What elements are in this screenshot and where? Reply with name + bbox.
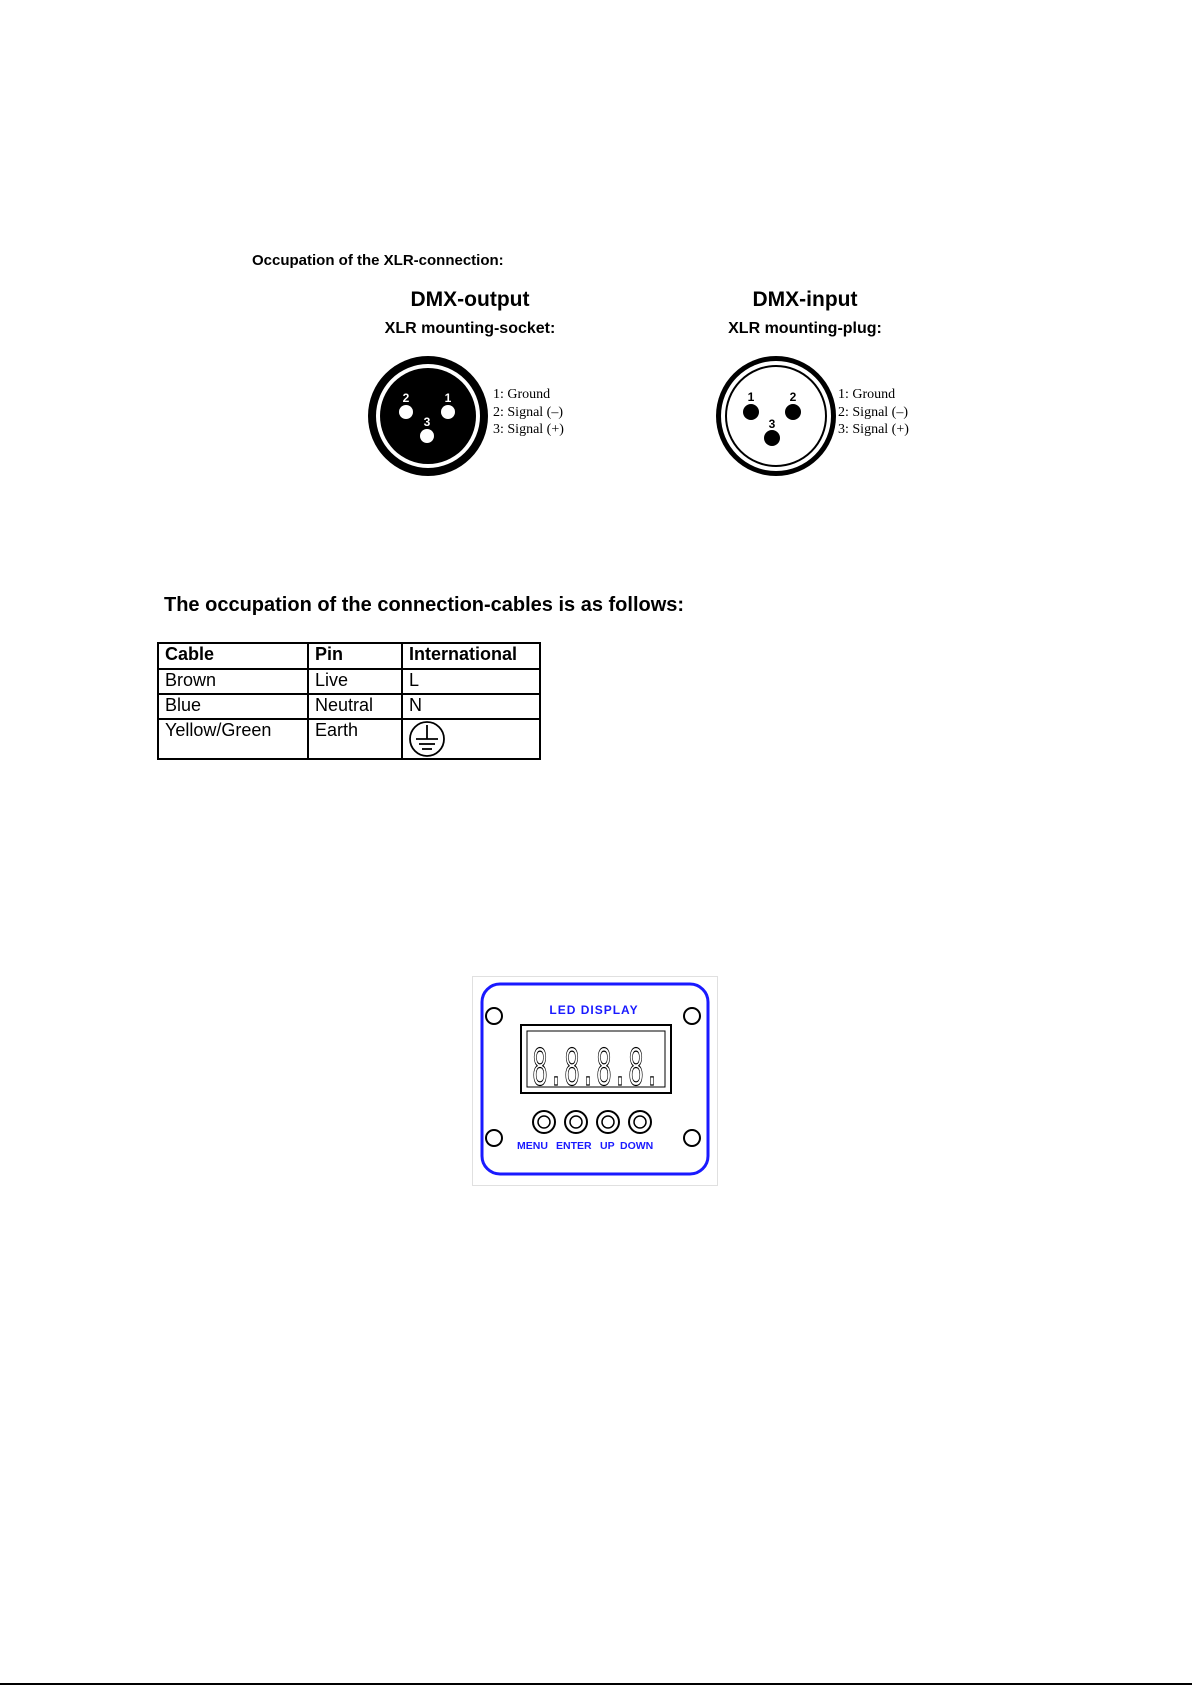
down-button-label: DOWN [620, 1140, 654, 1152]
dmx-input-pin-legend [838, 386, 909, 439]
xlr-plug-label-3: 3 [768, 417, 776, 431]
xlr-socket-label-2: 2 [402, 391, 410, 405]
dmx-input-heading: DMX-input [752, 288, 858, 311]
xlr-socket-pin-3 [420, 429, 434, 443]
led-digits: 8.8.8.8. [532, 1038, 660, 1102]
up-button-label: UP [600, 1140, 615, 1152]
xlr-plug-pin-2 [785, 404, 801, 420]
column-header-international: International [402, 643, 540, 669]
table-cell: Blue [158, 694, 308, 719]
column-header-cable: Cable [158, 643, 308, 669]
table-row [158, 669, 540, 694]
screw-hole-icon [684, 1130, 700, 1146]
table-cell: L [402, 669, 540, 694]
down-button[interactable] [629, 1111, 651, 1133]
table-row [158, 719, 540, 759]
dmx-output-subheading: XLR mounting-socket: [384, 320, 556, 337]
pin-legend-item: 3: Signal (+) [493, 422, 564, 437]
xlr-plug-pin-3 [764, 430, 780, 446]
dmx-input-subheading: XLR mounting-plug: [728, 320, 882, 337]
xlr-plug-label-2: 2 [789, 390, 797, 404]
screw-hole-icon [684, 1008, 700, 1024]
earth-ground-icon [407, 720, 447, 758]
dmx-output-header [360, 288, 580, 338]
xlr-socket-label-1: 1 [444, 391, 452, 405]
up-button[interactable] [597, 1111, 619, 1133]
cable-table [157, 642, 541, 760]
led-display-label: LED DISPLAY [549, 1003, 639, 1017]
menu-button-label: MENU [517, 1140, 548, 1152]
screw-hole-icon [486, 1130, 502, 1146]
xlr-socket-label-3: 3 [423, 415, 431, 429]
menu-button[interactable] [533, 1111, 555, 1133]
column-header-pin: Pin [308, 643, 402, 669]
screw-hole-icon [486, 1008, 502, 1024]
enter-button-label: ENTER [556, 1140, 592, 1152]
pin-legend-item: 2: Signal (–) [838, 404, 908, 420]
cables-title: The occupation of the connection-cables is as follows: [164, 594, 685, 616]
table-cell: Neutral [308, 694, 402, 719]
table-cell-earth [402, 719, 540, 759]
table-row [158, 694, 540, 719]
xlr-socket-pin-1 [441, 405, 455, 419]
table-header-row [158, 643, 540, 669]
xlr-section-title: Occupation of the XLR-connection: [252, 252, 504, 269]
pin-legend-item: 2: Signal (–) [493, 404, 563, 420]
xlr-socket-diagram [366, 354, 490, 478]
xlr-plug-pin-1 [743, 404, 759, 420]
table-cell: Live [308, 669, 402, 694]
xlr-plug-label-1: 1 [747, 390, 755, 404]
dmx-output-heading: DMX-output [410, 288, 530, 311]
pin-legend-item: 1: Ground [493, 387, 551, 402]
table-cell: Yellow/Green [158, 719, 308, 759]
enter-button[interactable] [565, 1111, 587, 1133]
dmx-input-header [695, 288, 915, 338]
pin-legend-item: 3: Signal (+) [838, 422, 909, 437]
table-cell: N [402, 694, 540, 719]
table-cell: Earth [308, 719, 402, 759]
xlr-socket-pin-2 [399, 405, 413, 419]
xlr-plug-diagram [714, 354, 838, 478]
table-cell: Brown [158, 669, 308, 694]
dmx-output-pin-legend [493, 386, 564, 439]
pin-legend-item: 1: Ground [838, 387, 896, 402]
led-control-panel [472, 976, 718, 1186]
led-panel-drawing [473, 977, 717, 1185]
